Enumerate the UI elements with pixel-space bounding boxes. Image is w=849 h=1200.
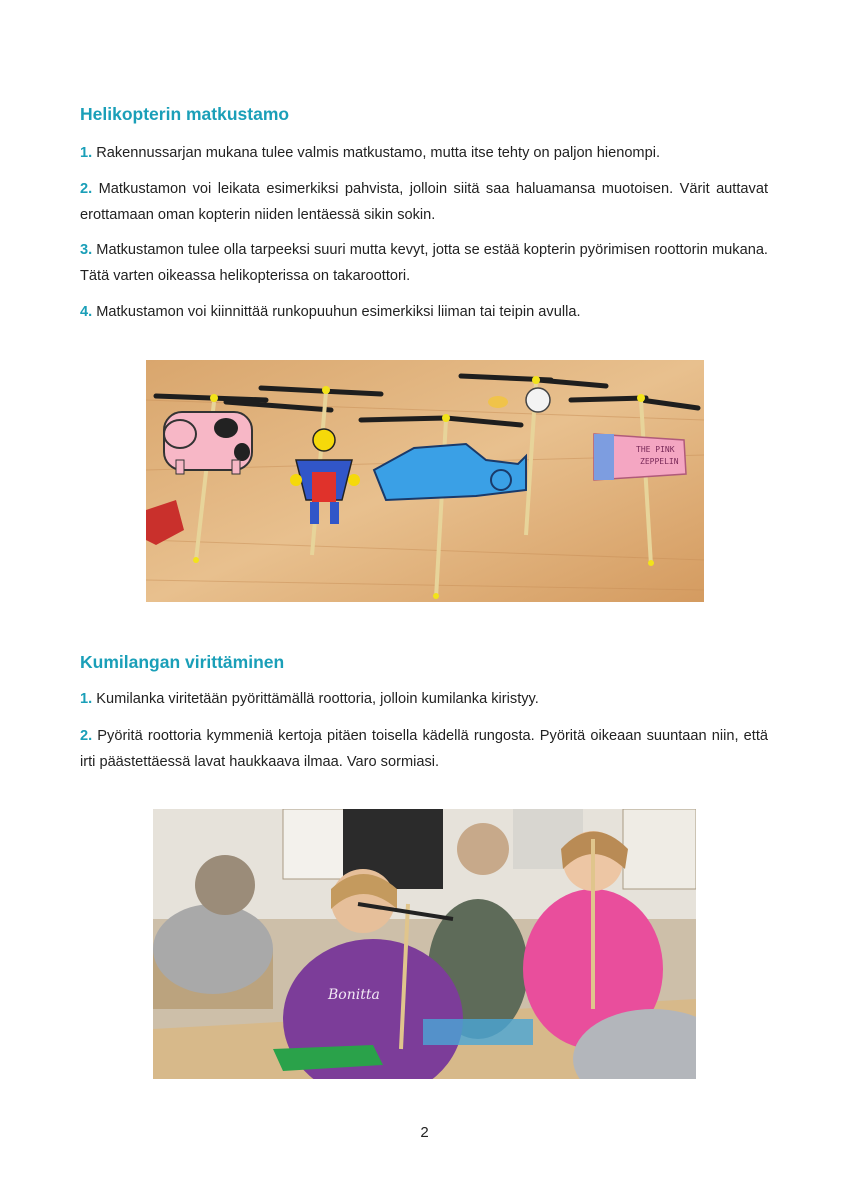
list-item (80, 237, 768, 289)
shirt-text: Bonitta (328, 987, 380, 1003)
item-text: Kumilanka viritetään pyörittämällä roottoria, jolloin kumilanka kiristyy. (96, 691, 539, 707)
item-text: Rakennussarjan mukana tulee valmis matkustamo, mutta itse tehty on paljon hienompi. (96, 145, 661, 161)
helicopter-toys-photo (146, 360, 704, 602)
item-number: 4. (80, 304, 93, 320)
page-number: 2 (420, 1124, 429, 1141)
section-heading-kumilanka: Kumilangan virittäminen (80, 652, 285, 672)
item-number: 1. (80, 145, 93, 161)
zeppelin-sign-line1: THE PINK (636, 445, 675, 454)
list-item (80, 723, 768, 775)
item-text: Matkustamon voi leikata esimerkiksi pahvista, jolloin siitä saa haluamansa muotoisen. Värit auttavat erottamaan oman kopterin niiden lentäessä sikin sokin. (80, 181, 768, 223)
item-text: Matkustamon voi kiinnittää runkopuuhun esimerkiksi liiman tai teipin avulla. (96, 304, 581, 320)
item-number: 2. (80, 181, 93, 197)
list-item (80, 176, 768, 228)
list-item (80, 299, 768, 325)
zeppelin-sign-line2: ZEPPELIN (640, 457, 679, 466)
list-item (80, 686, 768, 712)
classroom-photo (153, 809, 696, 1079)
item-number: 2. (80, 728, 93, 744)
item-text: Matkustamon tulee olla tarpeeksi suuri mutta kevyt, jotta se estää kopterin pyörimisen roottorin mukana. Tätä varten oikeassa helikopterissa on takaroottori. (80, 242, 768, 284)
item-number: 3. (80, 242, 93, 258)
item-number: 1. (80, 691, 93, 707)
item-text: Pyöritä roottoria kymmeniä kertoja pitäen toisella kädellä rungosta. Pyöritä oikeaan suuntaan niin, että irti päästettäessä lavat haukkaava ilmaa. Varo sormiasi. (80, 728, 768, 770)
list-item (80, 140, 768, 166)
section-heading-matkustamo: Helikopterin matkustamo (80, 104, 290, 124)
